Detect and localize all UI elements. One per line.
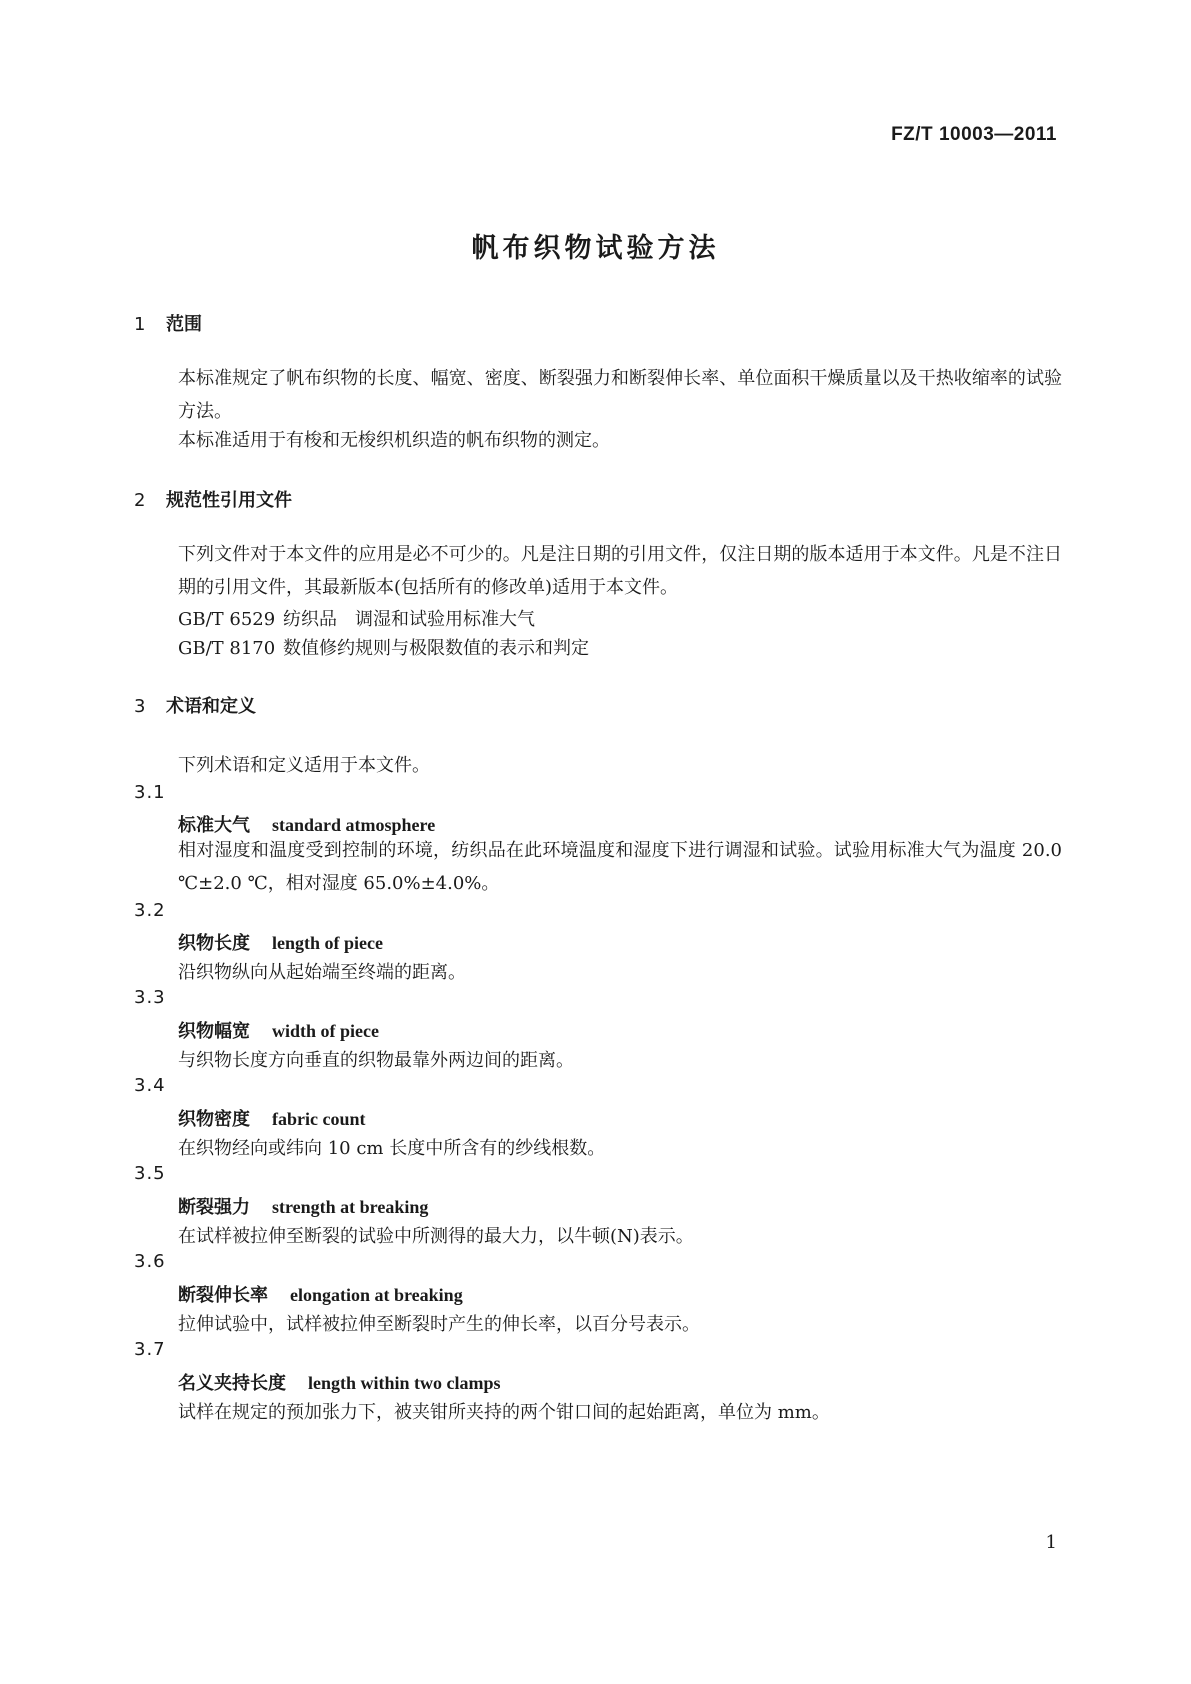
term-definition: 在试样被拉伸至断裂的试验中所测得的最大力，以牛顿(N)表示。 (178, 1226, 694, 1247)
section-2-heading (134, 486, 292, 512)
term-definition: 沿织物纵向从起始端至终端的距离。 (178, 962, 466, 983)
term-definition: 试样在规定的预加张力下，被夹钳所夹持的两个钳口间的起始距离，单位为 mm。 (178, 1402, 830, 1423)
section-2-paragraph-1: 下列文件对于本文件的应用是必不可少的。凡是注日期的引用文件，仅注日期的版本适用于本文件。凡是不注日期的引用文件，其最新版本(包括所有的修改单)适用于本文件。 (178, 544, 1062, 598)
term-zh: 名义夹持长度 (178, 1373, 286, 1394)
section-title: 规范性引用文件 (166, 490, 292, 511)
term-zh: 标准大气 (178, 815, 250, 836)
term-number: 3.3 (134, 987, 166, 1008)
term-heading (178, 1281, 463, 1307)
term-en: strength at breaking (272, 1197, 429, 1217)
term-zh: 织物幅宽 (178, 1021, 250, 1042)
section-1-heading (134, 310, 202, 336)
section-3-heading (134, 692, 256, 718)
section-number: 1 (134, 314, 146, 335)
term-number: 3.6 (134, 1251, 166, 1272)
term-heading (178, 1193, 428, 1219)
term-heading (178, 1369, 501, 1395)
term-en: length within two clamps (308, 1373, 501, 1393)
section-title: 术语和定义 (166, 696, 256, 717)
reference-item (178, 605, 535, 631)
section-number: 2 (134, 490, 146, 511)
term-number: 3.4 (134, 1075, 166, 1096)
reference-code: GB/T 6529 (178, 609, 276, 630)
term-heading (178, 1017, 379, 1043)
term-zh: 断裂强力 (178, 1197, 250, 1218)
term-number: 3.5 (134, 1163, 166, 1184)
section-title: 范围 (166, 314, 202, 335)
section-1-paragraph-2: 本标准适用于有梭和无梭织机织造的帆布织物的测定。 (178, 430, 610, 451)
section-3-intro: 下列术语和定义适用于本文件。 (178, 755, 430, 776)
term-number: 3.2 (134, 900, 166, 921)
reference-title: 纺织品 调湿和试验用标准大气 (283, 609, 535, 630)
term-en: length of piece (272, 933, 383, 953)
term-number: 3.1 (134, 782, 166, 803)
reference-code: GB/T 8170 (178, 638, 276, 659)
term-definition: 相对湿度和温度受到控制的环境，纺织品在此环境温度和湿度下进行调湿和试验。试验用标准大气为温度 20.0 ℃±2.0 ℃，相对湿度 65.0%±4.0%。 (178, 840, 1062, 894)
term-zh: 织物密度 (178, 1109, 250, 1130)
term-en: standard atmosphere (272, 815, 436, 835)
reference-item (178, 634, 589, 660)
term-heading (178, 929, 383, 955)
document-title: 帆布织物试验方法 (471, 233, 720, 264)
term-number: 3.7 (134, 1339, 166, 1360)
term-en: fabric count (272, 1109, 366, 1129)
term-definition: 拉伸试验中，试样被拉伸至断裂时产生的伸长率，以百分号表示。 (178, 1314, 700, 1335)
page-number: 1 (1045, 1532, 1057, 1553)
term-definition: 在织物经向或纬向 10 cm 长度中所含有的纱线根数。 (178, 1138, 606, 1159)
term-zh: 织物长度 (178, 933, 250, 954)
section-1-paragraph-1: 本标准规定了帆布织物的长度、幅宽、密度、断裂强力和断裂伸长率、单位面积干燥质量以及干热收缩率的试验方法。 (178, 368, 1062, 422)
term-en: elongation at breaking (290, 1285, 463, 1305)
standard-code: FZ/T 10003—2011 (891, 124, 1057, 145)
term-en: width of piece (272, 1021, 379, 1041)
section-number: 3 (134, 696, 146, 717)
term-zh: 断裂伸长率 (178, 1285, 268, 1306)
term-heading (178, 1105, 366, 1131)
term-definition: 与织物长度方向垂直的织物最靠外两边间的距离。 (178, 1050, 574, 1071)
reference-title: 数值修约规则与极限数值的表示和判定 (283, 638, 589, 659)
